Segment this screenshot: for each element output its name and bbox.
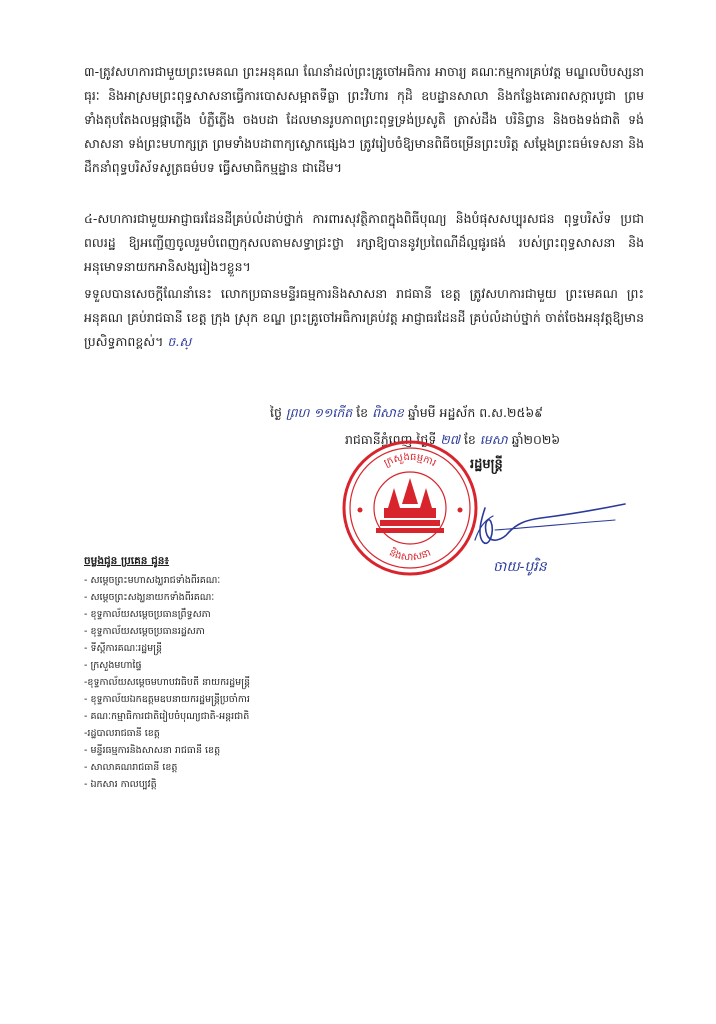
recipient-item: - ខុទ្ទកាល័យសម្តេចប្រធានព្រឹទ្ធសភា: [84, 609, 211, 620]
lunar-date-day: ១១កើត: [313, 405, 353, 420]
signer-title: រដ្ឋមន្ត្រី: [470, 457, 503, 472]
recipients-title: ចម្លងជូន ប្រគេន ជូន៖: [84, 555, 170, 567]
lunar-date-month-prefix: ខែ: [356, 405, 369, 420]
handwritten-signature: [455, 480, 630, 560]
recipient-item: - គណៈកម្មាធិការជាតិរៀបចំបុណ្យជាតិ-អន្តរជាតិ: [84, 711, 250, 722]
lunar-date-weekday: ព្រហ: [285, 405, 310, 420]
recipients-list: [84, 572, 344, 793]
place-date-month: មេសា: [479, 432, 508, 447]
handwritten-initial: ច.ស្: [167, 334, 192, 349]
paragraph-4: ៤-សហការជាមួយអាជ្ញាធរដែនដីគ្រប់លំដាប់ថ្នាក់ ការពារសុវត្ថិភាពក្នុងពិធីបុណ្យ និងបំផុសសប្បុរសជន ពុទ្ធបរិស័ទ ប្រជាពលរដ្ឋ ឱ្យអញ្ជើញចូលរួមបំពេញកុសលតាមសទ្ធាជ្រះថ្លា រក្សាឱ្យបាននូវប្រពៃណីដ៏ល្អផូរផង់ របស់ព្រះពុទ្ធសាសនា និងអនុមោទនាយកអានិសង្សរៀងៗខ្លួន។: [84, 211, 644, 274]
lunar-date-prefix: ថ្ងៃ: [270, 405, 282, 420]
place-date-year: ឆ្នាំ២០២៦: [511, 432, 561, 447]
recipient-item: -ខុទ្ទកាល័យសម្តេចមហាបវរធិបតី នាយករដ្ឋមន្ត្រី: [84, 677, 251, 688]
seal-bottom-text: និងសាសនា: [387, 547, 433, 564]
recipient-item: - ឯកសារ កាលប្បវត្តិ: [84, 779, 157, 790]
recipient-item: - ទីស្តីការគណៈរដ្ឋមន្ត្រី: [84, 643, 163, 654]
recipient-item: - ក្រសួងមហាផ្ទៃ: [84, 660, 142, 671]
recipient-item: - សម្តេចព្រះមហាសង្ឃរាជទាំងពីរគណៈ: [84, 575, 221, 586]
recipients-block: [84, 553, 344, 793]
recipient-item: - ខុទ្ទកាល័យឯកឧត្តមឧបនាយករដ្ឋមន្ត្រីប្រចាំការ: [84, 694, 250, 705]
recipient-item: - មន្ទីរធម្មការនិងសាសនា រាជធានី ខេត្ត: [84, 745, 221, 756]
paragraph-3: ៣-ត្រូវសហការជាមួយព្រះមេគណ ព្រះអនុគណ ណែនាំដល់ព្រះគ្រូចៅអធិការ អាចារ្យ គណៈកម្មការគ្រប់វត្ត មណ្ឌលបិបស្សនាធុរៈ និងអាស្រមព្រះពុទ្ធសាសនាធ្វើការបោសសម្អាតទីធ្លា ព្រះវិហារ កុដិ ឧបដ្ឋានសាលា និងកន្លែងគោរពសក្ការបូជា ព្រមទាំងតុបតែងលម្អផ្កាភ្លើង បំភ្លឺភ្លើង ចងបដា ដែលមានរូបភាពព្រះពុទ្ធទ្រង់ប្រសូតិ ត្រាស់ដឹង បរិនិព្វាន និងចងទង់ជាតិ ទង់សាសនា ទង់ព្រះមហាក្សត្រ ព្រមទាំងបដាពាក្យស្លោកផ្សេងៗ ត្រូវរៀបចំឱ្យមានពិធីចម្រើនព្រះបរិត្ត សម្តែងព្រះធម៌ទេសនា និងដឹកនាំពុទ្ធបរិស័ទសូត្រធម៌បទ ធ្វើសមាធិកម្មដ្ឋាន ជាដើម។: [84, 64, 644, 175]
recipient-item: - ខុទ្ទកាល័យសម្តេចប្រធានរដ្ឋសភា: [84, 626, 205, 637]
place-date-month-prefix: ខែ: [463, 432, 476, 447]
temple-emblem-icon: [376, 478, 444, 533]
lunar-date-suffix: ឆ្នាំមមី អដ្ឋស័ក ព.ស.២៥៦៩: [407, 405, 544, 420]
lunar-date-month: ពិសាខ: [372, 405, 404, 420]
seal-top-text: ក្រសួងធម្មការ: [382, 451, 438, 470]
recipient-item: - សាលាគណរាជធានី ខេត្ត: [84, 762, 178, 773]
paragraph-5-text: ទទួលបានសេចក្តីណែនាំនេះ លោកប្រធានមន្ទីរធម្មការនិងសាសនា រាជធានី ខេត្ត ត្រូវសហការជាមួយ ព្រះមេគណ ព្រះអនុគណ គ្រប់រាជធានី ខេត្ត ក្រុង ស្រុក ខណ្ឌ ព្រះគ្រូចៅអធិការគ្រប់វត្ត អាជ្ញាធរដែនដី គ្រប់លំដាប់ថ្នាក់ ចាត់ចែងអនុវត្តឱ្យមានប្រសិទ្ធភាពខ្ពស់។: [84, 286, 644, 349]
lunar-date-line: [270, 403, 543, 423]
place-date-day: ២៧: [440, 432, 460, 447]
place-date-prefix: រាជធានីភ្នំពេញ ថ្ងៃទី: [345, 432, 437, 447]
signer-name: ចាយ-បូរិន: [493, 559, 547, 575]
recipient-item: -រដ្ឋបាលរាជធានី ខេត្ត: [84, 728, 160, 739]
recipient-item: - សម្តេចព្រះសង្ឃនាយកទាំងពីរគណៈ: [84, 592, 215, 603]
paragraph-5: [84, 282, 644, 354]
